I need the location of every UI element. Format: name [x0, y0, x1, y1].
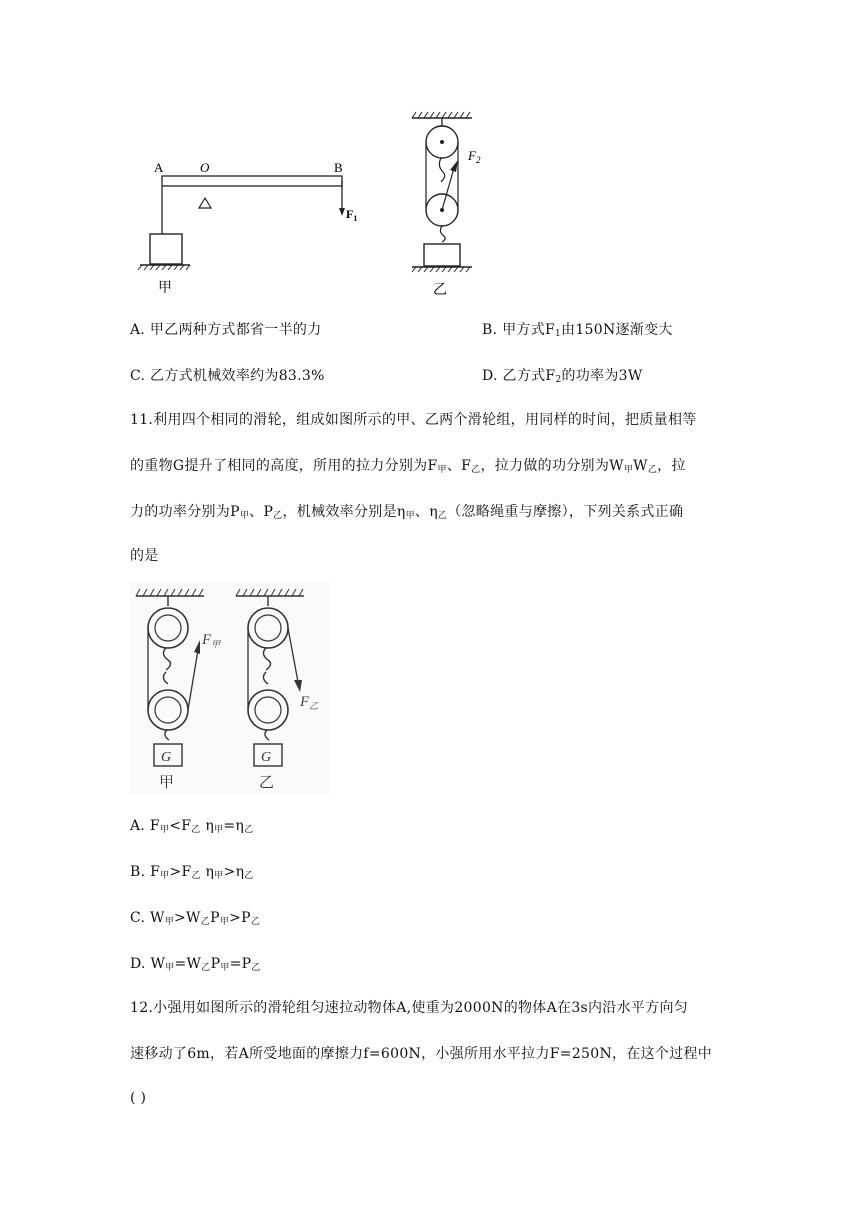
- q11-option-d[interactable]: [130, 954, 261, 978]
- q11-option-a[interactable]: [130, 816, 253, 840]
- sub-yi: 乙: [191, 871, 201, 881]
- q10-option-d[interactable]: [482, 366, 643, 390]
- sub-jia: 甲: [219, 917, 230, 927]
- label-B: B: [334, 160, 343, 175]
- opt-c-rel-2: >P: [229, 910, 251, 926]
- sub-jia: 甲: [214, 825, 224, 835]
- q11-l3-b: 、P: [249, 504, 274, 520]
- opt-a-label: A. F: [130, 818, 160, 834]
- q11-l2-d: W: [633, 458, 648, 474]
- opt-b-rel-2: >η: [223, 864, 245, 880]
- opt-b-rel-1: >F: [169, 864, 192, 880]
- q12-line-3: ( ): [130, 1090, 147, 1106]
- sub-yi: 乙: [437, 511, 448, 521]
- pulley-diagram: [412, 112, 472, 272]
- q10-option-d-sub: 2: [555, 375, 562, 385]
- q12-line-1: 12.小强用如图所示的滑轮组匀速拉动物体A,使重为2000N的物体A在3s内沿水平方向匀: [130, 1000, 689, 1016]
- q11-l2-a: 的重物G提升了相同的高度，所用的拉力分别为F: [130, 458, 438, 474]
- sub-jia: 甲: [437, 465, 447, 475]
- sub-jia: 甲: [159, 825, 170, 835]
- q11-l2-e: ，拉: [657, 458, 686, 474]
- figure-lever-and-pulley: [130, 108, 510, 298]
- q11-line-3: [130, 502, 683, 526]
- opt-d-p: P: [210, 956, 221, 972]
- q11-l3-a: 力的功率分别为P: [130, 504, 240, 520]
- sub-yi: 乙: [244, 825, 254, 835]
- q11-line-2: [130, 456, 686, 480]
- q10-option-d-text: D. 乙方式F: [482, 368, 556, 384]
- q11-option-c[interactable]: [130, 908, 260, 932]
- opt-d-label: D. W: [130, 956, 166, 972]
- sub-jia: 甲: [214, 871, 224, 881]
- opt-d-rel-1: =W: [174, 956, 202, 972]
- sub-yi: 乙: [647, 465, 658, 475]
- lever-diagram: [138, 176, 345, 270]
- sub-yi: 乙: [191, 825, 201, 835]
- sub-jia: 甲: [239, 511, 250, 521]
- q11-line-4: 的是: [130, 548, 159, 564]
- q10-option-b-sub: 1: [555, 329, 562, 339]
- q11-l3-e: （忽略绳重与摩擦），下列关系式正确: [447, 504, 684, 520]
- q10-option-d-rest: 的功率为3W: [561, 368, 643, 384]
- sub-yi: 乙: [250, 917, 261, 927]
- sub-yi: 乙: [471, 465, 481, 475]
- q10-option-b-rest: 由150N逐渐变大: [561, 322, 673, 338]
- opt-a-rel-2: =η: [223, 818, 245, 834]
- q10-option-a[interactable]: A. 甲乙两种方式都省一半的力: [130, 322, 322, 338]
- sub-jia: 甲: [165, 963, 175, 973]
- opt-c-label: C. W: [130, 910, 165, 926]
- fig2-F-jia: $F_甲$: [202, 632, 221, 649]
- sub-jia: 甲: [405, 511, 415, 521]
- opt-c-rel-1: >W: [174, 910, 201, 926]
- q12-line-2: 速移动了6m，若A所受地面的摩擦力f=600N，小强所用水平拉力F=250N，在这个过程中: [130, 1046, 713, 1062]
- q11-l3-d: 、η: [414, 504, 438, 520]
- sub-yi: 乙: [244, 871, 254, 881]
- label-A: A: [154, 160, 164, 175]
- fig2-F-yi: $F_乙$: [300, 694, 319, 711]
- sub-yi: 乙: [201, 963, 211, 973]
- q11-option-b[interactable]: [130, 862, 254, 886]
- caption-jia: 甲: [158, 281, 172, 296]
- q10-option-b-text: B. 甲方式F: [482, 322, 556, 338]
- opt-a-rel-1: <F: [169, 818, 192, 834]
- opt-c-p: P: [210, 910, 220, 926]
- label-F2: $F_2$: [468, 148, 481, 165]
- q10-option-b[interactable]: [482, 320, 673, 344]
- opt-d-rel-2: =P: [229, 956, 252, 972]
- figure-pulley-sets: [130, 582, 330, 794]
- label-O: O: [200, 160, 210, 175]
- q10-option-c[interactable]: C. 乙方式机械效率约为83.3%: [130, 368, 325, 384]
- fig2-caption-jia: 甲: [159, 775, 175, 791]
- q11-l2-b: 、F: [446, 458, 472, 474]
- caption-yi: 乙: [433, 283, 447, 298]
- sub-jia: 甲: [623, 465, 634, 475]
- label-F1: $F_1$: [346, 207, 358, 223]
- sub-yi: 乙: [251, 963, 261, 973]
- sub-jia: 甲: [160, 871, 170, 881]
- sub-yi: 乙: [200, 917, 211, 927]
- opt-a-eta: η: [200, 818, 215, 834]
- sub-jia: 甲: [164, 917, 175, 927]
- fig2-G-yi: G: [261, 750, 272, 765]
- opt-b-eta: η: [200, 864, 215, 880]
- q11-l3-c: ，机械效率分别是η: [282, 504, 406, 520]
- q11-line-1: 11.利用四个相同的滑轮，组成如图所示的甲、乙两个滑轮组，用同样的时间，把质量相等: [130, 412, 697, 428]
- sub-yi: 乙: [273, 511, 283, 521]
- sub-jia: 甲: [220, 963, 230, 973]
- fig2-caption-yi: 乙: [259, 775, 275, 791]
- fig2-G-jia: G: [161, 750, 172, 765]
- opt-b-label: B. F: [130, 864, 161, 880]
- q11-l2-c: ，拉力做的功分别为W: [480, 458, 624, 474]
